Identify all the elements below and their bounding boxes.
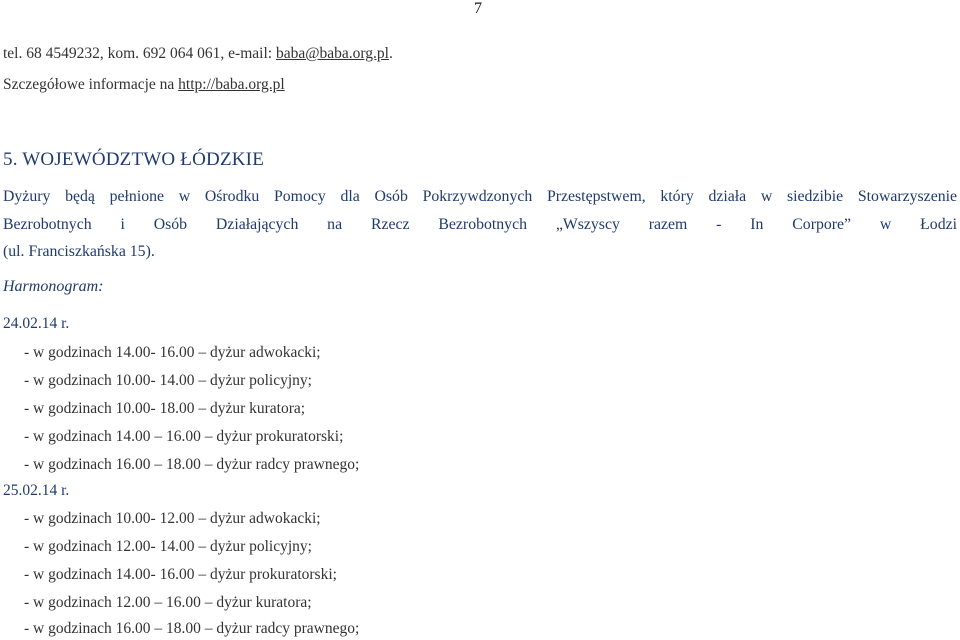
contact-line-info xyxy=(3,76,285,94)
schedule-entry: - w godzinach 16.00 – 18.00 – dyżur radcy prawnego; xyxy=(24,456,360,473)
schedule-entry: - w godzinach 14.00 – 16.00 – dyżur prokuratorski; xyxy=(24,428,344,445)
schedule-entry: - w godzinach 10.00- 12.00 – dyżur adwokacki; xyxy=(24,510,321,527)
schedule-heading: Harmonogram: xyxy=(3,278,104,295)
email-link[interactable]: baba@baba.org.pl xyxy=(275,45,389,62)
schedule-entry: - w godzinach 12.00 – 16.00 – dyżur kuratora; xyxy=(24,594,312,611)
schedule-entry: - w godzinach 14.00- 16.00 – dyżur adwokacki; xyxy=(24,344,321,361)
schedule-entry: - w godzinach 14.00- 16.00 – dyżur prokuratorski; xyxy=(24,566,337,583)
contact-line-phone xyxy=(3,45,393,63)
page-number: 7 xyxy=(474,0,482,17)
section-title: 5. WOJEWÓDZTWO ŁÓDZKIE xyxy=(3,149,265,170)
intro-line: Dyżury będą pełnione w Ośrodku Pomocy dla Osób Pokrzywdzonych Przestępstwem, który działa w siedzibie Stowarzyszenie xyxy=(3,188,957,205)
schedule-entry: - w godzinach 12.00- 14.00 – dyżur policyjny; xyxy=(24,538,312,555)
website-link[interactable]: http://baba.org.pl xyxy=(178,76,285,93)
schedule-entry: - w godzinach 16.00 – 18.00 – dyżur radcy prawnego; xyxy=(24,620,360,637)
contact-info-text: Szczegółowe informacje na xyxy=(3,76,179,93)
schedule-date: 25.02.14 r. xyxy=(3,482,70,499)
schedule-date: 24.02.14 r. xyxy=(3,315,70,332)
contact-phone-text: tel. 68 4549232, kom. 692 064 061, e-mail: xyxy=(3,45,276,62)
schedule-entry: - w godzinach 10.00- 18.00 – dyżur kuratora; xyxy=(24,400,306,417)
intro-line: (ul. Franciszkańska 15). xyxy=(3,243,155,260)
section-intro xyxy=(3,183,957,266)
contact-line-end: . xyxy=(388,45,393,62)
schedule-entry: - w godzinach 10.00- 14.00 – dyżur policyjny; xyxy=(24,372,312,389)
intro-line: Bezrobotnych i Osób Działających na Rzecz Bezrobotnych „Wszyscy razem - In Corpore” w Łodzi xyxy=(3,215,957,233)
